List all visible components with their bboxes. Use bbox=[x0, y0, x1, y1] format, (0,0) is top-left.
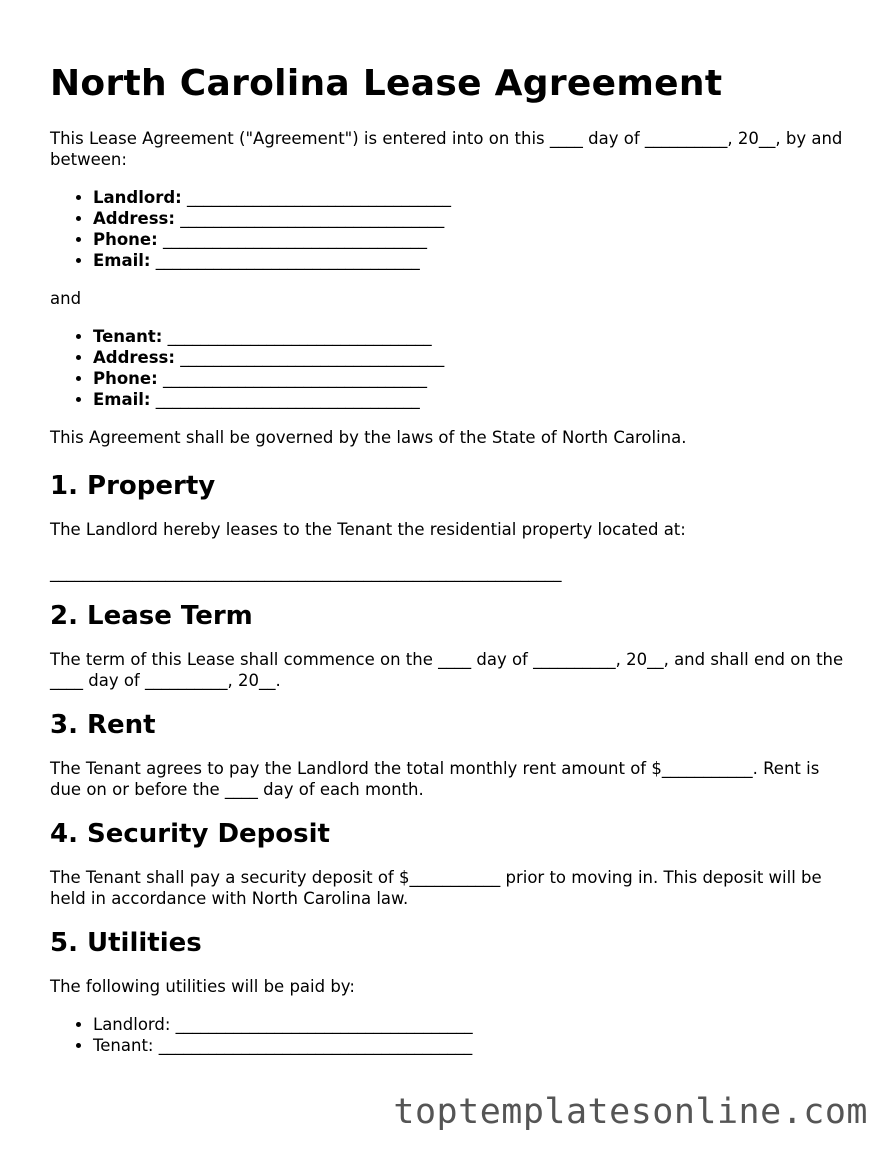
landlord-email-field bbox=[93, 250, 850, 271]
field-line: ________________________________ bbox=[150, 251, 420, 270]
document-title: North Carolina Lease Agreement bbox=[50, 63, 723, 104]
utilities-tenant-item: • Tenant: ______________________________________ bbox=[93, 1035, 850, 1056]
section-heading-rent: 3. Rent bbox=[50, 710, 156, 740]
section-heading-utilities: 5. Utilities bbox=[50, 928, 202, 958]
landlord-address-field bbox=[93, 208, 850, 229]
utilities-paragraph: The following utilities will be paid by: bbox=[50, 977, 355, 996]
document-page bbox=[50, 0, 850, 1056]
tenant-phone-field bbox=[93, 368, 850, 389]
field-label: Email: bbox=[93, 251, 151, 270]
section-heading-lease-term: 2. Lease Term bbox=[50, 601, 253, 631]
utilities-landlord-item: • Landlord: ____________________________________ bbox=[93, 1014, 850, 1035]
field-line: ________________________________ bbox=[174, 209, 445, 228]
field-line: ________________________________ bbox=[162, 327, 432, 346]
intro-paragraph: This Lease Agreement ("Agreement") is entered into on this ____ day of __________, 20__, by and between: bbox=[50, 129, 843, 169]
field-label: Phone: bbox=[93, 369, 158, 388]
tenant-address-field bbox=[93, 347, 850, 368]
field-label: Tenant: bbox=[93, 327, 163, 346]
governing-law-paragraph: This Agreement shall be governed by the laws of the State of North Carolina. bbox=[50, 428, 687, 447]
property-address-blank: ______________________________________________________________ bbox=[50, 563, 562, 582]
field-line: ________________________________ bbox=[157, 230, 427, 249]
section-heading-property: 1. Property bbox=[50, 471, 216, 501]
security-deposit-paragraph: The Tenant shall pay a security deposit of $___________ prior to moving in. This deposit will be held in accordance with North Carolina law. bbox=[50, 868, 822, 908]
field-line: ________________________________ bbox=[181, 188, 451, 207]
watermark-text: toptemplatesonline.com bbox=[393, 1092, 868, 1132]
tenant-fields-list bbox=[50, 326, 850, 410]
tenant-email-field bbox=[93, 389, 850, 410]
landlord-phone-field bbox=[93, 229, 850, 250]
rent-paragraph: The Tenant agrees to pay the Landlord the total monthly rent amount of $___________. Rent is due on or before the ____ day of each month. bbox=[50, 759, 820, 799]
utilities-list bbox=[50, 1014, 850, 1056]
and-text: and bbox=[50, 289, 82, 308]
field-label: Address: bbox=[93, 209, 175, 228]
field-label: Address: bbox=[93, 348, 175, 367]
field-label: Email: bbox=[93, 390, 151, 409]
field-label: Landlord: bbox=[93, 188, 182, 207]
section-heading-security-deposit: 4. Security Deposit bbox=[50, 819, 330, 849]
field-line: ________________________________ bbox=[174, 348, 445, 367]
landlord-name-field bbox=[93, 187, 850, 208]
tenant-name-field bbox=[93, 326, 850, 347]
landlord-fields-list bbox=[50, 187, 850, 271]
field-line: ________________________________ bbox=[150, 390, 420, 409]
field-line: ________________________________ bbox=[157, 369, 427, 388]
field-label: Phone: bbox=[93, 230, 158, 249]
property-paragraph: The Landlord hereby leases to the Tenant the residential property located at: bbox=[50, 520, 686, 539]
lease-term-paragraph: The term of this Lease shall commence on the ____ day of __________, 20__, and shall end on the ____ day of __________, 20__. bbox=[50, 650, 844, 690]
